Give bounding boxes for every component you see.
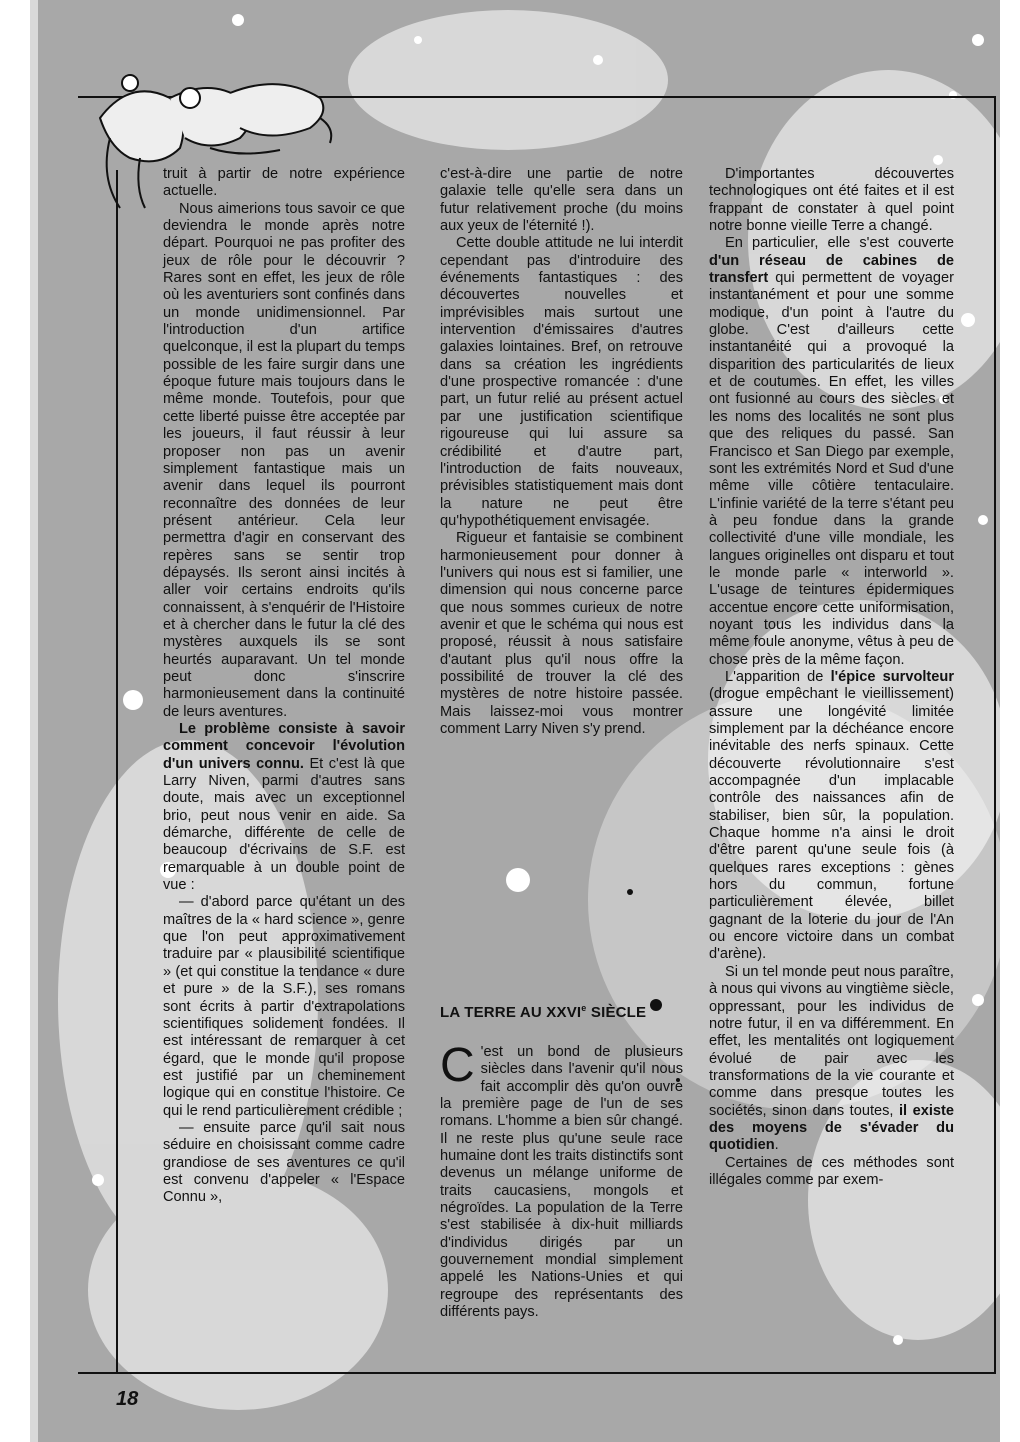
drop-cap: C bbox=[440, 1039, 475, 1092]
bold-phrase: d'un réseau de cabines de transfert bbox=[709, 252, 954, 287]
page-edge bbox=[30, 0, 38, 1442]
paragraph: Nous aimerions tous savoir ce que deviendra le monde après notre départ. Pourquoi ne pas profiter des jeux de rôle pour le découvrir ? Rares sont en effet, les jeux de rôle où les aventuriers sont confinés dans un monde unidimensionnel. Par l'introduction d'un artifice quelconque, il est la plupart du temps possible de les faire surgir dans une époque future mais toujours dans le même monde. Toutefois, pour que cette liberté puisse être acceptée par les joueurs, il faut réussir à leur proposer non pas un avenir simplement fantastique mais un avenir dans lequel ils pourront reconnaître des données de leur présent antérieur. Cela leur permettra d'agir en conservant des repères sans se sentir trop dépaysés. Ils seront ainsi incités à aller voir certains endroits qu'ils connaissent, à s'enquérir de l'Histoire et à chercher dans le futur la clé des mystères auxquels ils se sont heurtés auparavant. Un tel monde peut donc s'inscrire harmonieusement dans la continuité de leurs aventures. bbox=[163, 200, 405, 720]
bold-phrase: il existe des moyens de s'évader du quotidien bbox=[709, 1102, 955, 1154]
text-run: Et c'est là que Larry Niven, parmi d'autres sans doute, mais avec un exceptionnel brio, peut nous venir en aide. Sa démarche, différente de celle de beaucoup d'écrivains de S.F. est remarquable à un double point de vue : bbox=[163, 755, 405, 894]
paragraph: D'importantes découvertes technologiques ont été faites et il est frappant de constater à quel point notre bonne vieille Terre a changé. bbox=[709, 166, 954, 235]
paragraph: Si un tel monde peut nous paraître, à nous qui vivons au vingtième siècle, oppressant, pour les individus de notre futur, il en va différemment. En effet, les mentalités ont logiquement évolué de pair avec les transformations de la vie courante et comme dans presque toutes les sociétés, sinon dans toutes, il existe des moyens de s'évader du quotidien. bbox=[709, 963, 955, 1154]
section-body bbox=[440, 1039, 683, 1322]
bold-phrase: Le problème consiste à savoir comment concevoir l'évolution d'un univers connu. bbox=[163, 721, 405, 772]
paragraph bbox=[163, 721, 405, 894]
text-run: 'est un bond de plusieurs siècles dans l'avenir qu'il nous fait accomplir dès qu'on ouvre la première page de l'un de ses romans. L'homme a bien sûr changé. Il ne reste plus qu'une seule race humaine dont les traits distinctifs sont devenus un mélange uniforme de traits caucasiens, mongols et négroïdes. La population de la Terre s'est stabilisée à dix-huit milliards d'individus dirigés par un gouvernement mondial simplement appelé les Nations-Unies et qui regroupe des représentants des différents pays. bbox=[440, 1044, 683, 1321]
column-2 bbox=[440, 166, 683, 738]
page-number: 18 bbox=[116, 1388, 139, 1410]
paragraph: En particulier, elle s'est couverte d'un réseau de cabines de transfert qui permettent de voyager instantanément et pour une somme modique, d'un point à l'autre du globe. C'est d'ailleurs cette instantanéité qui a provoqué la disparition des particularités de lieux et de coutumes. En effet, les villes ont fusionné au cours des siècles et les noms des localités ne sont plus que des reliques du passé. San Francisco et San Diego par exemple, sont les extrémités Nord et Sud d'une même ville côtière tentaculaire. L'infinie variété de la terre s'étant peu à peu fondue dans la grande collectivité d'une ville mondiale, les langues originelles ont disparu et tout le monde parle « interworld ». L'usage de teintures épidermiques accentue encore cette uniformisation, noyant tous les individus dans la même foule anonyme, vêtus à peu de chose près de la même façon. bbox=[709, 235, 954, 668]
paragraph bbox=[440, 1039, 683, 1322]
paragraph: truit à partir de notre expérience actuelle. bbox=[163, 166, 405, 200]
frame-left-rule bbox=[116, 170, 118, 1374]
paragraph: Certaines de ces méthodes sont illégales comme par exem- bbox=[709, 1154, 954, 1188]
paragraph: — d'abord parce qu'étant un des maîtres de la « hard science », genre que l'on peut approximativement traduire par « plausibilité scientifique » (et qui constitue la tendance « dure et pure » de la S.F.), ses romans sont écrits à partir d'extrapolations scientifiques solidement fondées. Il est intéressant de remarquer à cet égard, que le monde qu'il propose est justifié par un cheminement logique qui en constitue l'histoire. Ce qui le rend particulièrement crédible ; bbox=[163, 894, 405, 1119]
paragraph: L'apparition de l'épice survolteur (drogue empêchant le vieillissement) assure une longévité limitée simplement par la déchéance encore inévitable des nerfs spinaux. Cette découverte révolutionnaire s'est accompagnée d'un implacable contrôle des naissances afin de stabiliser, bien sûr, la population. Chaque homme n'a ainsi le droit d'être parent qu'une seule fois (à quelques rares exceptions : gènes hors du commun, fortune particulièrement élevée, billet gagnant de la loterie du jour de l'An ou encore victoire dans un combat d'arène). bbox=[709, 668, 955, 963]
paragraph: c'est-à-dire une partie de notre galaxie telle qu'elle sera dans un futur relativement proche (du moins aux yeux de l'éternité !). bbox=[440, 166, 683, 235]
column-1 bbox=[163, 166, 405, 1207]
column-3 bbox=[709, 166, 954, 1189]
paragraph: Cette double attitude ne lui interdit cependant pas d'introduire des événements fantastiques : des découvertes nouvelles et imprévisibles mais surtout une intervention d'émissaires d'autres galaxies lointaines. Bref, on retrouve dans sa création les ingrédients d'une prospective romancée : d'une part, un futur relié au présent actuel par une justification scientifique rigoureuse qui lui assure sa crédibilité et d'autre part, l'introduction de faits nouveaux, prévisibles statistiquement mais dont la nature ne peut être qu'hypothétiquement envisagée. bbox=[440, 235, 683, 529]
paragraph: — ensuite parce qu'il sait nous séduire en choisissant comme cadre grandiose de ses aventures ce qu'il est convenu d'appeler « l'Espace Connu », bbox=[163, 1119, 405, 1206]
section-heading: LA TERRE AU XXVIe SIÈCLE bbox=[440, 1003, 647, 1021]
bold-phrase: l'épice survolteur bbox=[830, 668, 955, 685]
paragraph: Rigueur et fantaisie se combinent harmonieusement pour donner à l'univers qui nous est si familier, une dimension qui nous concerne parce que nous sommes curieux de notre avenir et que le schéma qui nous est proposé, réussit à nous satisfaire d'autant plus qu'il nous offre la possibilité de trouver la clé des mystères de notre histoire passée. Mais laissez-moi vous montrer comment Larry Niven s'y prend. bbox=[440, 530, 683, 737]
